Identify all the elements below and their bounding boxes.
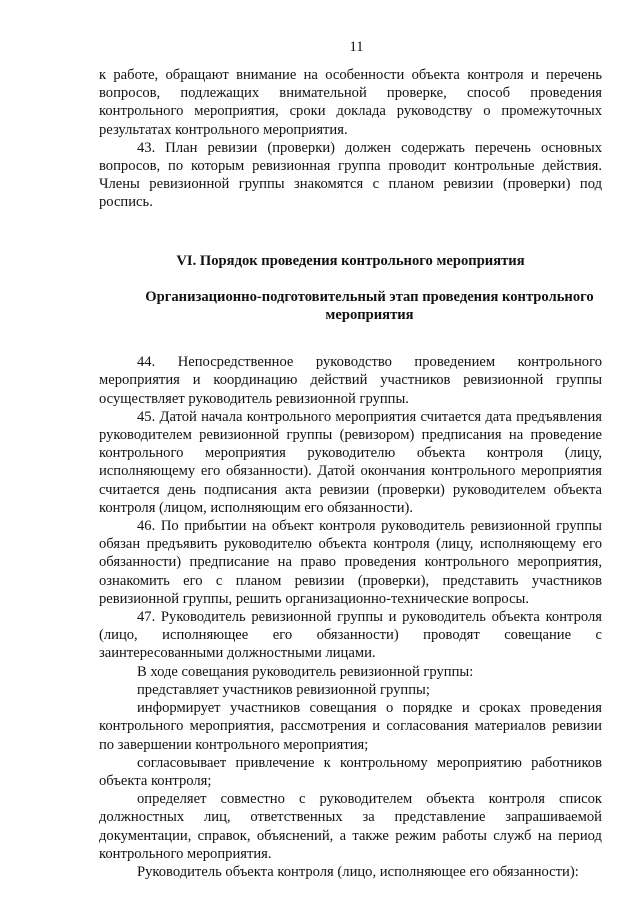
paragraph-46: 46. По прибытии на объект контроля руководитель ревизионной группы обязан предъявить руководителю объекта контроля (лицу, исполняющему его обязанности) предписание на право проведения контрольного мероприятия, ознакомить его с планом ревизии (проверки), представить участников ревизионной группы, решить организационно-технические вопросы. [99, 518, 602, 607]
paragraph-47: 47. Руководитель ревизионной группы и руководитель объекта контроля (лицо, исполняющее его обязанности) проводят совещание с заинтересованными должностными лицами. [99, 609, 602, 662]
list-item-presents: представляет участников ревизионной группы; [137, 681, 430, 698]
list-item-informs: информирует участников совещания о порядке и сроках проведения контрольного мероприятия, рассмотрения и согласования материалов ревизии по завершении контрольного мероприятия; [99, 700, 602, 753]
paragraph-head-of-object: Руководитель объекта контроля (лицо, исполняющее его обязанности): [137, 863, 579, 880]
list-item-determines: определяет совместно с руководителем объекта контроля список должностных лиц, ответственных за представление запрашиваемой документации, справок, объяснений, а также режим работы служб на период контрольного мероприятия. [99, 791, 602, 862]
paragraph-45: 45. Датой начала контрольного мероприятия считается дата предъявления руководителем ревизионной группы (ревизором) предписания на проведение контрольного мероприятия руководителю объекта контроля (лицу, исполняющему его обязанности). Датой окончания контрольного мероприятия считается день подписания акта ревизии (проверки) руководителем объекта контроля (лицом, исполняющим его обязанности). [99, 408, 602, 516]
sub-heading: Организационно-подготовительный этап проведения контрольного мероприятия [145, 288, 594, 324]
section-heading: VI. Порядок проведения контрольного мероприятия [176, 252, 525, 269]
paragraph-43: 43. План ревизии (проверки) должен содержать перечень основных вопросов, по которым ревизионная группа проводит контрольные действия. Члены ревизионной группы знакомятся с планом ревизии (проверки) под роспись. [99, 139, 602, 211]
page-number: 11 [349, 39, 364, 55]
paragraph-continuation: к работе, обращают внимание на особенности объекта контроля и перечень вопросов, подлежащих внимательной проверке, способ проведения контрольного мероприятия, сроки доклада руководству о промежуточных результатах контрольного мероприятия. [99, 67, 602, 138]
paragraph-meeting-intro: В ходе совещания руководитель ревизионной группы: [137, 663, 474, 680]
paragraph-44: 44. Непосредственное руководство проведением контрольного мероприятия и координацию действий участников ревизионной группы осуществляет руководитель ревизионной группы. [99, 354, 602, 407]
list-item-agrees: согласовывает привлечение к контрольному мероприятию работников объекта контроля; [99, 754, 602, 789]
